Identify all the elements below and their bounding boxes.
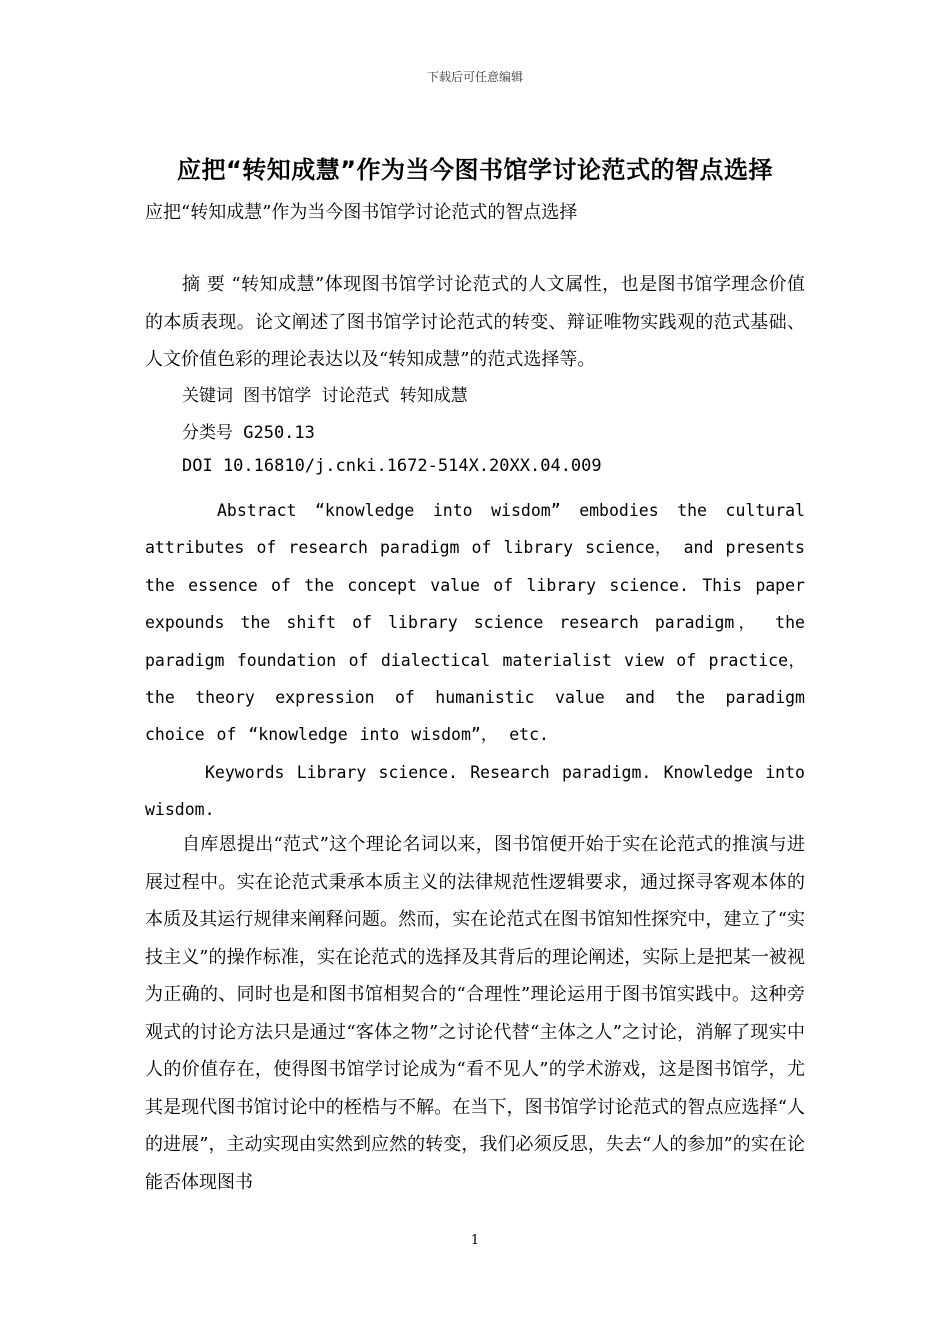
- abstract-english: Abstract “knowledge into wisdom” embodies the cultural attributes of research paradigm of library science， and presents the essence of the concept value of library science. This paper expounds the shift of library science research paradigm， the paradigm foundation of dialectical materialist view of practice， the theory expression of humanistic value and the paradigm choice of “knowledge into wisdom”， etc.: [145, 501, 805, 745]
- header-note: 下载后可任意编辑: [426, 70, 523, 84]
- abstract-chinese: 摘 要 “转知成慧”体现图书馆学讨论范式的人文属性，也是图书馆学理念价值的本质表现。论文阐述了图书馆学讨论范式的转变、辩证唯物实践观的范式基础、人文价值色彩的理论表达以及“转知成慧”的范式选择等。: [145, 274, 805, 370]
- page-number: 1: [470, 1233, 480, 1248]
- page-title: 应把“转知成慧”作为当今图书馆学讨论范式的智点选择: [176, 156, 774, 184]
- keywords-english: Keywords Library science. Research paradigm. Knowledge into wisdom.: [145, 763, 805, 820]
- body-paragraph: 自库恩提出“范式”这个理论名词以来，图书馆便开始于实在论范式的推演与进展过程中。实在论范式秉承本质主义的法律规范性逻辑要求，通过探寻客观本体的本质及其运行规律来阐释问题。然而，实在论范式在图书馆知性探究中，建立了“实技主义”的操作标准，实在论范式的选择及其背后的理论阐述，实际上是把某一被视为正确的、同时也是和图书馆相契合的“合理性”理论运用于图书馆实践中。这种旁观式的讨论方法只是通过“客体之物”之讨论代替“主体之人”之讨论，消解了现实中人的价值存在，使得图书馆学讨论成为“看不见人”的学术游戏，这是图书馆学，尤其是现代图书馆讨论中的桎梏与不解。在当下，图书馆学讨论范式的智点应选择“人的进展”，主动实现由实然到应然的转变，我们必须反思，失去“人的参加”的实在论能否体现图书: [145, 834, 805, 1193]
- page-subtitle: 应把“转知成慧”作为当今图书馆学讨论范式的智点选择: [145, 202, 578, 223]
- keywords-chinese: 关键词 图书馆学 讨论范式 转知成慧: [182, 386, 468, 406]
- doi-line: DOI 10.16810/j.cnki.1672-514X.20XX.04.009: [182, 456, 602, 476]
- classification-number: 分类号 G250.13: [182, 423, 315, 443]
